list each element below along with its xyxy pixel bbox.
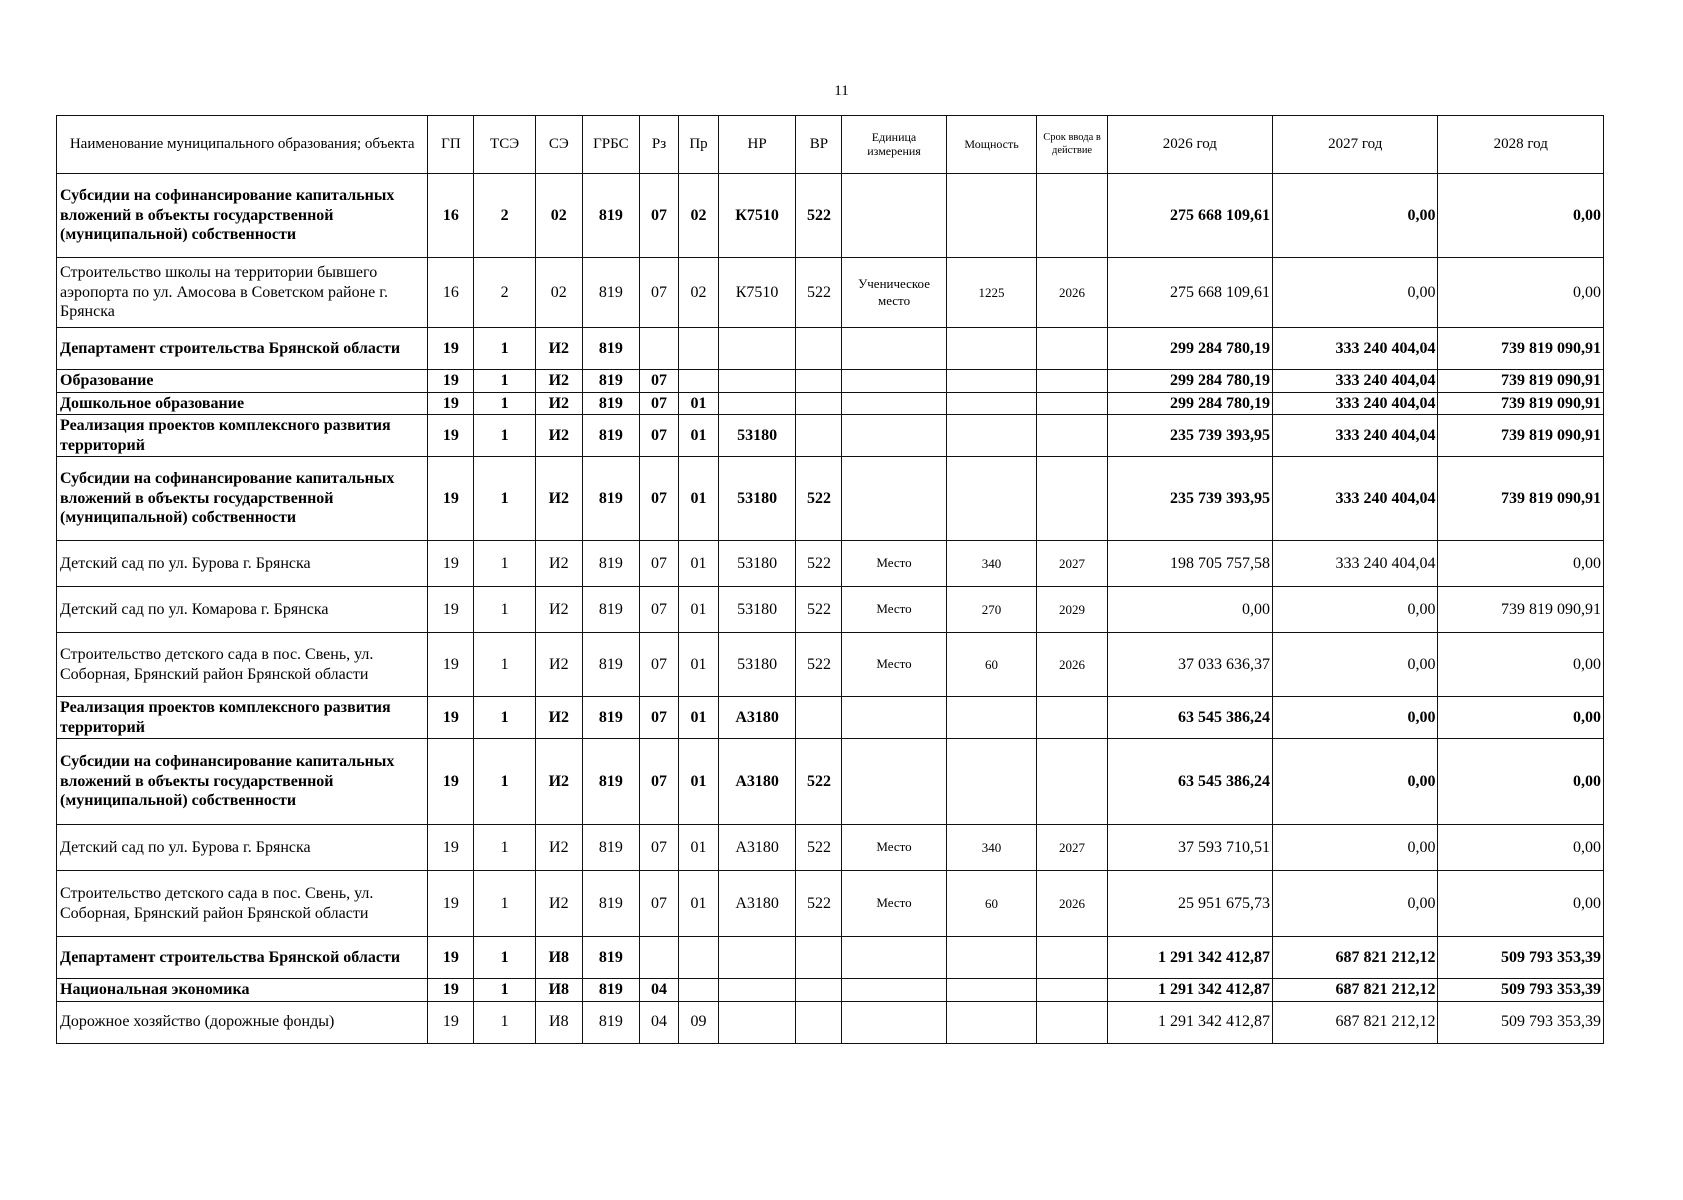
cell-amount-2028: 0,00 <box>1438 871 1604 937</box>
cell-vr: 522 <box>796 587 842 633</box>
cell-tse: 1 <box>474 871 535 937</box>
cell-gp: 19 <box>428 370 474 393</box>
cell-gp: 19 <box>428 633 474 697</box>
cell-gp: 19 <box>428 328 474 370</box>
cell-nr: 53180 <box>718 541 796 587</box>
cell-amount-2026: 63 545 386,24 <box>1107 739 1272 825</box>
cell-pr: 01 <box>679 697 718 739</box>
cell-se: И2 <box>535 587 582 633</box>
cell-unit <box>842 370 946 393</box>
cell-amount-2026: 63 545 386,24 <box>1107 697 1272 739</box>
cell-se: И8 <box>535 1001 582 1043</box>
cell-grbs: 819 <box>582 587 639 633</box>
cell-se: И2 <box>535 825 582 871</box>
cell-gp: 19 <box>428 415 474 457</box>
cell-grbs: 819 <box>582 258 639 328</box>
cell-tse: 1 <box>474 392 535 415</box>
cell-name: Реализация проектов комплексного развития территорий <box>57 415 428 457</box>
header-row <box>57 116 1604 174</box>
col-header-se: СЭ <box>535 116 582 174</box>
cell-capacity: 60 <box>946 871 1037 937</box>
cell-name: Строительство школы на территории бывшего аэропорта по ул. Амосова в Советском районе г. Брянска <box>57 258 428 328</box>
cell-gp: 19 <box>428 979 474 1002</box>
cell-rz: 04 <box>639 979 678 1002</box>
cell-name: Субсидии на софинансирование капитальных вложений в объекты государственной (муниципальной) собственности <box>57 739 428 825</box>
cell-capacity: 340 <box>946 825 1037 871</box>
cell-amount-2028: 0,00 <box>1438 633 1604 697</box>
cell-pr: 01 <box>679 871 718 937</box>
cell-amount-2028: 509 793 353,39 <box>1438 937 1604 979</box>
table-row <box>57 739 1604 825</box>
cell-grbs: 819 <box>582 370 639 393</box>
cell-rz: 07 <box>639 739 678 825</box>
cell-capacity <box>946 328 1037 370</box>
cell-unit <box>842 697 946 739</box>
cell-unit: Место <box>842 871 946 937</box>
cell-unit <box>842 415 946 457</box>
cell-pr: 01 <box>679 633 718 697</box>
cell-unit: Место <box>842 825 946 871</box>
cell-grbs: 819 <box>582 633 639 697</box>
cell-amount-2028: 0,00 <box>1438 174 1604 258</box>
cell-amount-2028: 739 819 090,91 <box>1438 415 1604 457</box>
cell-amount-2026: 37 033 636,37 <box>1107 633 1272 697</box>
table-row <box>57 457 1604 541</box>
cell-rz: 07 <box>639 697 678 739</box>
cell-gp: 19 <box>428 697 474 739</box>
table-row <box>57 871 1604 937</box>
col-header-name: Наименование муниципального образования; объекта <box>57 116 428 174</box>
table-row <box>57 587 1604 633</box>
cell-amount-2027: 0,00 <box>1273 174 1438 258</box>
cell-grbs: 819 <box>582 392 639 415</box>
cell-capacity <box>946 1001 1037 1043</box>
cell-tse: 1 <box>474 587 535 633</box>
cell-rz: 07 <box>639 415 678 457</box>
cell-vr <box>796 415 842 457</box>
cell-vr <box>796 392 842 415</box>
cell-amount-2027: 687 821 212,12 <box>1273 979 1438 1002</box>
cell-commissioning: 2029 <box>1037 587 1107 633</box>
cell-se: И2 <box>535 739 582 825</box>
cell-rz: 04 <box>639 1001 678 1043</box>
cell-capacity <box>946 174 1037 258</box>
cell-amount-2027: 687 821 212,12 <box>1273 937 1438 979</box>
cell-amount-2028: 739 819 090,91 <box>1438 457 1604 541</box>
cell-capacity <box>946 739 1037 825</box>
cell-se: И2 <box>535 370 582 393</box>
cell-se: И2 <box>535 457 582 541</box>
cell-amount-2027: 333 240 404,04 <box>1273 370 1438 393</box>
cell-name: Детский сад по ул. Комарова г. Брянска <box>57 587 428 633</box>
cell-gp: 19 <box>428 825 474 871</box>
cell-se: И8 <box>535 937 582 979</box>
table-row <box>57 1001 1604 1043</box>
cell-unit <box>842 328 946 370</box>
cell-commissioning <box>1037 392 1107 415</box>
cell-amount-2028: 0,00 <box>1438 825 1604 871</box>
cell-amount-2027: 333 240 404,04 <box>1273 541 1438 587</box>
cell-tse: 1 <box>474 633 535 697</box>
cell-commissioning <box>1037 979 1107 1002</box>
cell-nr: 53180 <box>718 633 796 697</box>
cell-grbs: 819 <box>582 979 639 1002</box>
cell-capacity <box>946 937 1037 979</box>
cell-pr <box>679 979 718 1002</box>
cell-pr: 01 <box>679 457 718 541</box>
cell-amount-2028: 0,00 <box>1438 258 1604 328</box>
cell-pr <box>679 937 718 979</box>
cell-capacity <box>946 697 1037 739</box>
cell-amount-2027: 333 240 404,04 <box>1273 457 1438 541</box>
cell-amount-2028: 739 819 090,91 <box>1438 587 1604 633</box>
cell-gp: 19 <box>428 587 474 633</box>
col-header-tse: ТСЭ <box>474 116 535 174</box>
cell-amount-2027: 0,00 <box>1273 258 1438 328</box>
cell-tse: 1 <box>474 1001 535 1043</box>
cell-amount-2026: 275 668 109,61 <box>1107 258 1272 328</box>
table-row <box>57 937 1604 979</box>
cell-tse: 1 <box>474 457 535 541</box>
table-row <box>57 415 1604 457</box>
cell-grbs: 819 <box>582 697 639 739</box>
cell-tse: 1 <box>474 370 535 393</box>
cell-name: Образование <box>57 370 428 393</box>
cell-commissioning <box>1037 370 1107 393</box>
cell-amount-2026: 299 284 780,19 <box>1107 370 1272 393</box>
cell-name: Дорожное хозяйство (дорожные фонды) <box>57 1001 428 1043</box>
col-header-vr: ВР <box>796 116 842 174</box>
cell-nr: 53180 <box>718 415 796 457</box>
cell-grbs: 819 <box>582 457 639 541</box>
cell-amount-2028: 509 793 353,39 <box>1438 1001 1604 1043</box>
cell-amount-2027: 0,00 <box>1273 871 1438 937</box>
cell-amount-2026: 0,00 <box>1107 587 1272 633</box>
cell-commissioning: 2026 <box>1037 871 1107 937</box>
cell-pr: 01 <box>679 825 718 871</box>
cell-amount-2028: 739 819 090,91 <box>1438 370 1604 393</box>
cell-unit: Ученическое место <box>842 258 946 328</box>
cell-gp: 19 <box>428 541 474 587</box>
cell-nr: А3180 <box>718 739 796 825</box>
cell-nr <box>718 1001 796 1043</box>
cell-unit <box>842 392 946 415</box>
cell-rz: 07 <box>639 541 678 587</box>
cell-capacity: 340 <box>946 541 1037 587</box>
col-header-pr: Пр <box>679 116 718 174</box>
cell-amount-2028: 739 819 090,91 <box>1438 328 1604 370</box>
cell-amount-2026: 235 739 393,95 <box>1107 457 1272 541</box>
cell-tse: 1 <box>474 328 535 370</box>
cell-gp: 19 <box>428 457 474 541</box>
table-row <box>57 328 1604 370</box>
cell-se: И2 <box>535 633 582 697</box>
cell-vr: 522 <box>796 457 842 541</box>
cell-tse: 1 <box>474 739 535 825</box>
cell-amount-2026: 1 291 342 412,87 <box>1107 1001 1272 1043</box>
cell-se: И2 <box>535 392 582 415</box>
cell-capacity <box>946 392 1037 415</box>
cell-nr <box>718 370 796 393</box>
col-header-rz: Рз <box>639 116 678 174</box>
cell-commissioning: 2026 <box>1037 633 1107 697</box>
col-header-commissioning: Срок ввода в действие <box>1037 116 1107 174</box>
cell-nr: А3180 <box>718 697 796 739</box>
cell-vr: 522 <box>796 871 842 937</box>
cell-tse: 1 <box>474 937 535 979</box>
cell-nr: А3180 <box>718 871 796 937</box>
cell-tse: 2 <box>474 174 535 258</box>
cell-name: Детский сад по ул. Бурова г. Брянска <box>57 825 428 871</box>
cell-capacity: 270 <box>946 587 1037 633</box>
cell-amount-2026: 275 668 109,61 <box>1107 174 1272 258</box>
cell-grbs: 819 <box>582 1001 639 1043</box>
cell-gp: 19 <box>428 739 474 825</box>
table-row <box>57 258 1604 328</box>
cell-amount-2027: 0,00 <box>1273 697 1438 739</box>
cell-vr: 522 <box>796 541 842 587</box>
cell-grbs: 819 <box>582 174 639 258</box>
col-header-gp: ГП <box>428 116 474 174</box>
cell-unit <box>842 457 946 541</box>
col-header-2027: 2027 год <box>1273 116 1438 174</box>
cell-name: Реализация проектов комплексного развития территорий <box>57 697 428 739</box>
cell-rz: 07 <box>639 871 678 937</box>
cell-commissioning: 2026 <box>1037 258 1107 328</box>
cell-grbs: 819 <box>582 415 639 457</box>
cell-name: Департамент строительства Брянской области <box>57 328 428 370</box>
cell-tse: 1 <box>474 541 535 587</box>
table-row <box>57 633 1604 697</box>
cell-tse: 1 <box>474 415 535 457</box>
cell-amount-2028: 0,00 <box>1438 697 1604 739</box>
cell-se: И2 <box>535 328 582 370</box>
cell-pr: 01 <box>679 739 718 825</box>
cell-grbs: 819 <box>582 937 639 979</box>
cell-pr: 09 <box>679 1001 718 1043</box>
cell-name: Национальная экономика <box>57 979 428 1002</box>
cell-grbs: 819 <box>582 328 639 370</box>
cell-nr <box>718 937 796 979</box>
cell-rz: 07 <box>639 457 678 541</box>
cell-vr: 522 <box>796 174 842 258</box>
cell-pr: 02 <box>679 258 718 328</box>
table-row <box>57 825 1604 871</box>
col-header-nr: НР <box>718 116 796 174</box>
cell-grbs: 819 <box>582 739 639 825</box>
cell-rz: 07 <box>639 174 678 258</box>
cell-nr: 53180 <box>718 457 796 541</box>
cell-amount-2028: 0,00 <box>1438 541 1604 587</box>
cell-pr <box>679 370 718 393</box>
cell-amount-2027: 333 240 404,04 <box>1273 328 1438 370</box>
cell-amount-2026: 299 284 780,19 <box>1107 328 1272 370</box>
cell-tse: 1 <box>474 697 535 739</box>
cell-amount-2026: 25 951 675,73 <box>1107 871 1272 937</box>
cell-amount-2026: 1 291 342 412,87 <box>1107 979 1272 1002</box>
cell-gp: 16 <box>428 174 474 258</box>
cell-commissioning <box>1037 174 1107 258</box>
col-header-grbs: ГРБС <box>582 116 639 174</box>
cell-unit <box>842 1001 946 1043</box>
cell-name: Субсидии на софинансирование капитальных вложений в объекты государственной (муниципальной) собственности <box>57 457 428 541</box>
cell-name: Детский сад по ул. Бурова г. Брянска <box>57 541 428 587</box>
cell-commissioning <box>1037 1001 1107 1043</box>
cell-commissioning <box>1037 697 1107 739</box>
cell-se: И2 <box>535 415 582 457</box>
cell-vr <box>796 328 842 370</box>
cell-grbs: 819 <box>582 541 639 587</box>
cell-rz: 07 <box>639 392 678 415</box>
cell-se: И2 <box>535 541 582 587</box>
cell-commissioning <box>1037 415 1107 457</box>
table-row <box>57 979 1604 1002</box>
cell-nr: 53180 <box>718 587 796 633</box>
cell-pr: 01 <box>679 587 718 633</box>
cell-vr <box>796 979 842 1002</box>
cell-rz <box>639 937 678 979</box>
cell-vr <box>796 370 842 393</box>
cell-commissioning <box>1037 328 1107 370</box>
cell-amount-2027: 333 240 404,04 <box>1273 415 1438 457</box>
cell-unit: Место <box>842 587 946 633</box>
cell-capacity <box>946 979 1037 1002</box>
cell-rz: 07 <box>639 633 678 697</box>
table-row <box>57 370 1604 393</box>
cell-grbs: 819 <box>582 825 639 871</box>
budget-table <box>56 115 1604 1044</box>
cell-se: 02 <box>535 174 582 258</box>
cell-amount-2027: 0,00 <box>1273 825 1438 871</box>
cell-pr: 01 <box>679 415 718 457</box>
cell-vr: 522 <box>796 633 842 697</box>
cell-gp: 19 <box>428 937 474 979</box>
cell-vr <box>796 697 842 739</box>
cell-capacity <box>946 415 1037 457</box>
cell-unit <box>842 937 946 979</box>
cell-amount-2027: 687 821 212,12 <box>1273 1001 1438 1043</box>
cell-vr: 522 <box>796 739 842 825</box>
cell-tse: 1 <box>474 979 535 1002</box>
cell-nr: К7510 <box>718 174 796 258</box>
cell-gp: 19 <box>428 392 474 415</box>
cell-amount-2026: 299 284 780,19 <box>1107 392 1272 415</box>
col-header-capacity: Мощность <box>946 116 1037 174</box>
table-row <box>57 697 1604 739</box>
col-header-2026: 2026 год <box>1107 116 1272 174</box>
cell-rz: 07 <box>639 587 678 633</box>
cell-commissioning <box>1037 937 1107 979</box>
cell-vr: 522 <box>796 258 842 328</box>
cell-amount-2026: 235 739 393,95 <box>1107 415 1272 457</box>
cell-nr <box>718 979 796 1002</box>
cell-rz: 07 <box>639 825 678 871</box>
cell-nr: К7510 <box>718 258 796 328</box>
cell-name: Субсидии на софинансирование капитальных вложений в объекты государственной (муниципальной) собственности <box>57 174 428 258</box>
cell-nr <box>718 392 796 415</box>
table-row <box>57 541 1604 587</box>
col-header-unit: Единица измерения <box>842 116 946 174</box>
cell-pr: 02 <box>679 174 718 258</box>
cell-name: Дошкольное образование <box>57 392 428 415</box>
cell-gp: 16 <box>428 258 474 328</box>
table-row <box>57 174 1604 258</box>
cell-pr: 01 <box>679 541 718 587</box>
cell-se: 02 <box>535 258 582 328</box>
cell-se: И2 <box>535 697 582 739</box>
cell-se: И2 <box>535 871 582 937</box>
cell-name: Департамент строительства Брянской области <box>57 937 428 979</box>
table-row <box>57 392 1604 415</box>
cell-amount-2027: 0,00 <box>1273 739 1438 825</box>
page-number: 11 <box>834 83 849 99</box>
cell-capacity: 1225 <box>946 258 1037 328</box>
cell-commissioning: 2027 <box>1037 541 1107 587</box>
cell-amount-2028: 509 793 353,39 <box>1438 979 1604 1002</box>
cell-vr <box>796 1001 842 1043</box>
cell-tse: 2 <box>474 258 535 328</box>
cell-amount-2027: 0,00 <box>1273 633 1438 697</box>
cell-pr: 01 <box>679 392 718 415</box>
cell-commissioning: 2027 <box>1037 825 1107 871</box>
cell-name: Строительство детского сада в пос. Свень, ул. Соборная, Брянский район Брянской области <box>57 871 428 937</box>
col-header-2028: 2028 год <box>1438 116 1604 174</box>
cell-unit: Место <box>842 633 946 697</box>
cell-gp: 19 <box>428 871 474 937</box>
cell-rz: 07 <box>639 370 678 393</box>
cell-amount-2027: 0,00 <box>1273 587 1438 633</box>
cell-unit <box>842 979 946 1002</box>
cell-unit: Место <box>842 541 946 587</box>
cell-amount-2026: 37 593 710,51 <box>1107 825 1272 871</box>
cell-capacity <box>946 370 1037 393</box>
cell-commissioning <box>1037 739 1107 825</box>
cell-capacity: 60 <box>946 633 1037 697</box>
cell-pr <box>679 328 718 370</box>
cell-amount-2026: 1 291 342 412,87 <box>1107 937 1272 979</box>
cell-se: И8 <box>535 979 582 1002</box>
cell-amount-2028: 739 819 090,91 <box>1438 392 1604 415</box>
cell-vr: 522 <box>796 825 842 871</box>
cell-gp: 19 <box>428 1001 474 1043</box>
table-body <box>57 174 1604 1044</box>
cell-tse: 1 <box>474 825 535 871</box>
cell-commissioning <box>1037 457 1107 541</box>
cell-grbs: 819 <box>582 871 639 937</box>
cell-amount-2028: 0,00 <box>1438 739 1604 825</box>
cell-vr <box>796 937 842 979</box>
cell-capacity <box>946 457 1037 541</box>
cell-nr <box>718 328 796 370</box>
cell-amount-2026: 198 705 757,58 <box>1107 541 1272 587</box>
cell-rz <box>639 328 678 370</box>
cell-rz: 07 <box>639 258 678 328</box>
cell-amount-2027: 333 240 404,04 <box>1273 392 1438 415</box>
cell-name: Строительство детского сада в пос. Свень, ул. Соборная, Брянский район Брянской области <box>57 633 428 697</box>
cell-unit <box>842 739 946 825</box>
cell-unit <box>842 174 946 258</box>
cell-nr: А3180 <box>718 825 796 871</box>
